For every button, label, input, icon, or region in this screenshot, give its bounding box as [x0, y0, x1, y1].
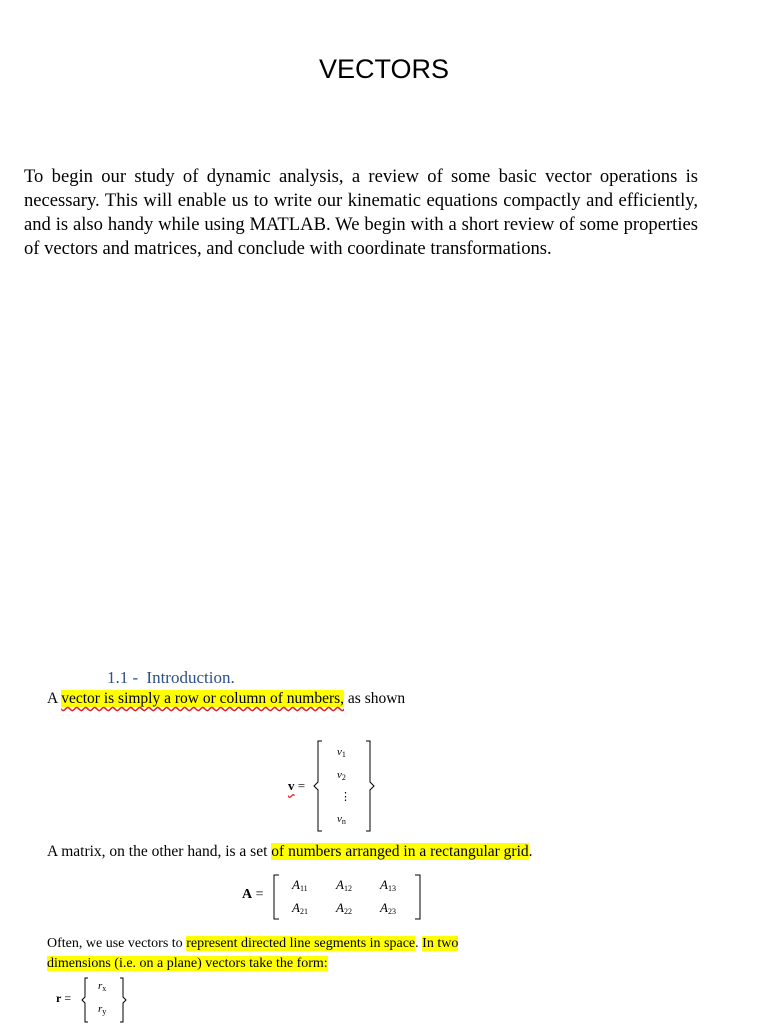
matrix-sentence-start: A matrix, on the other hand, is a set	[47, 843, 272, 860]
matrix-cell-11: $A_{11}$	[292, 877, 308, 893]
vector-equation	[280, 738, 380, 834]
matrix-lhs	[242, 887, 264, 903]
matrix-right-bracket	[414, 874, 422, 920]
matrix-cell-22: $A_{22}$	[336, 900, 352, 916]
intro-paragraph: To begin our study of dynamic analysis, a review of some basic vector operations is necessary. This will enable us to write our kinematic equations compactly and efficiently, and is also handy while using MATLAB. We begin with a short review of some properties of vectors and matrices, and conclude with coordinate transformations.	[24, 166, 698, 259]
vector-entry-1: $v_1$	[337, 746, 346, 759]
matrix-cell-12: $A_{12}$	[336, 877, 352, 893]
r-entry-x: $r_x$	[98, 980, 107, 993]
r-symbol: r	[56, 991, 62, 1005]
matrix-equals: =	[255, 887, 264, 902]
section-number: 1.1 -	[107, 668, 139, 687]
vector-entry-n: $v_n$	[337, 813, 346, 826]
matrix-sentence	[47, 843, 533, 861]
matrix-definition-highlight: of numbers arranged in a rectangular grid	[271, 843, 529, 860]
vector-right-brace	[364, 740, 376, 832]
r-lhs	[56, 991, 71, 1006]
often-sentence-line2	[47, 956, 328, 972]
vector-sentence-rest: as shown	[344, 690, 406, 707]
often-sentence-start: Often, we use vectors to	[47, 936, 187, 951]
vector-lhs	[288, 778, 305, 794]
vector-entry-2: $v_2$	[337, 769, 346, 782]
directed-segments-highlight: represent directed line segments in space	[186, 936, 416, 951]
section-title: Introduction.	[146, 668, 235, 687]
matrix-cell-21: $A_{21}$	[292, 900, 308, 916]
matrix-a-symbol: A	[242, 887, 253, 902]
r-right-brace	[118, 977, 128, 1023]
r-equals: =	[64, 991, 72, 1005]
often-sentence-dot: .	[415, 936, 423, 951]
page-title: VECTORS	[318, 54, 450, 84]
r-left-brace	[80, 977, 90, 1023]
matrix-cell-23: $A_{23}$	[380, 900, 396, 916]
vector-equals: =	[297, 778, 306, 793]
two-dimensions-highlight: dimensions (i.e. on a plane) vectors take the form:	[47, 956, 328, 971]
section-heading	[107, 668, 235, 688]
matrix-left-bracket	[272, 874, 280, 920]
r-equation	[56, 974, 136, 1024]
vector-left-brace	[312, 740, 324, 832]
matrix-cell-13: $A_{13}$	[380, 877, 396, 893]
matrix-equation	[242, 872, 432, 922]
vector-entry-dots: ⋮	[340, 791, 351, 803]
vector-sentence	[47, 690, 405, 708]
vector-definition-highlight: vector is simply a row or column of numbers,	[61, 690, 345, 707]
matrix-sentence-end: .	[528, 843, 533, 860]
vector-v-symbol: v	[288, 778, 295, 793]
often-sentence-line1	[47, 936, 458, 952]
r-entry-y: $r_y$	[98, 1003, 107, 1016]
vector-sentence-start: A	[47, 690, 62, 707]
in-two-highlight: In two	[422, 936, 459, 951]
